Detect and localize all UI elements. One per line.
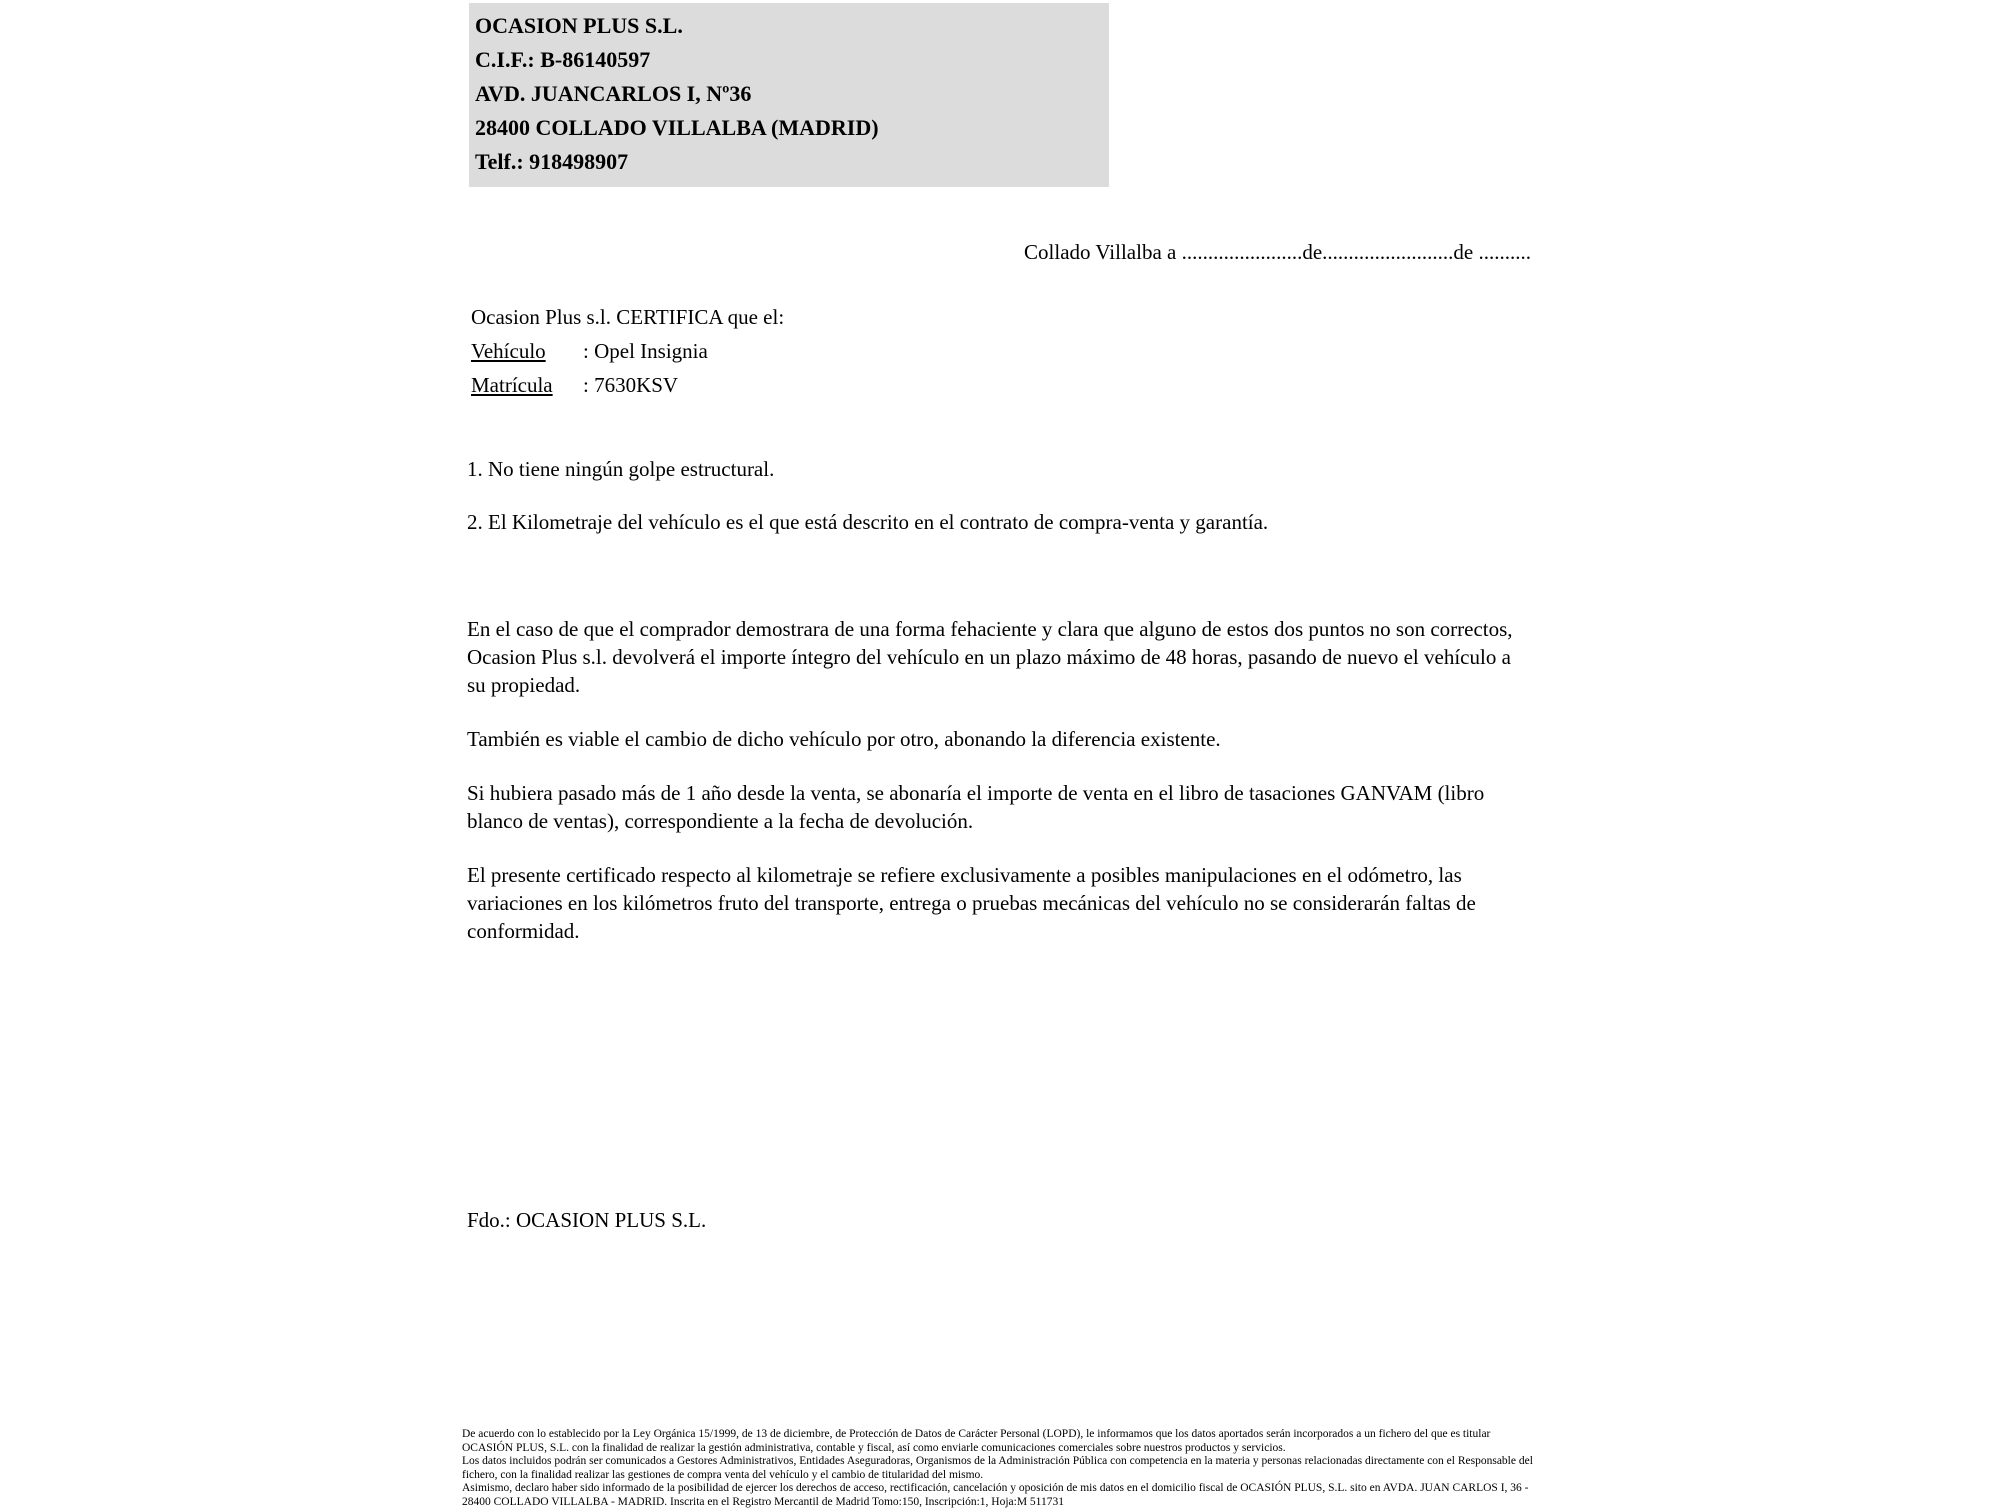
- signature-line: Fdo.: OCASION PLUS S.L.: [467, 1208, 707, 1232]
- vehicle-row: [471, 334, 1531, 368]
- company-phone: Telf.: 918498907: [475, 149, 629, 174]
- legal-footer: [462, 1428, 1544, 1509]
- certified-point-1: 1. No tiene ningún golpe estructural.: [467, 457, 775, 481]
- legal-paragraph-lopd: De acuerdo con lo establecido por la Ley Orgánica 15/1999, de 13 de diciembre, de Protección de Datos de Carácter Personal (LOPD), le informamos que los datos aportados serán incorporados a un fichero del que es titular OCASIÓN PLUS, S.L. con la finalidad de realizar la gestión administrativa, contable y fiscal, así como enviarle comunicaciones comerciales sobre nuestros productos y servicios.: [462, 1428, 1491, 1454]
- company-city: 28400 COLLADO VILLALBA (MADRID): [475, 115, 879, 140]
- paragraph-exchange: También es viable el cambio de dicho vehículo por otro, abonando la diferencia existente.: [467, 727, 1221, 751]
- company-name: OCASION PLUS S.L.: [475, 13, 683, 38]
- company-address: AVD. JUANCARLOS I, Nº36: [475, 81, 752, 106]
- certification-intro: Ocasion Plus s.l. CERTIFICA que el:: [471, 305, 785, 329]
- plate-label: Matrícula: [471, 373, 553, 397]
- legal-paragraph-rights: Asimismo, declaro haber sido informado de la posibilidad de ejercer los derechos de acceso, rectificación, cancelación y oposición de mis datos en el domicilio fiscal de OCASIÓN PLUS, S.L. sito en AVDA. JUAN CARLOS I, 36 - 28400 COLLADO VILLALBA - MADRID. Inscrita en el Registro Mercantil de Madrid Tomo:150, Inscripción:1, Hoja:M 511731: [462, 1482, 1529, 1508]
- body-paragraphs: [467, 615, 1529, 971]
- paragraph-ganvam: Si hubiera pasado más de 1 año desde la venta, se abonaría el importe de venta en el libro de tasaciones GANVAM (libro blanco de ventas), correspondiente a la fecha de devolución.: [467, 781, 1485, 833]
- paragraph-odometer: El presente certificado respecto al kilometraje se refiere exclusivamente a posibles manipulaciones en el odómetro, las variaciones en los kilómetros fruto del transporte, entrega o pruebas mecánicas del vehículo no se considerarán faltas de conformidad.: [467, 863, 1476, 943]
- certified-point-2: 2. El Kilometraje del vehículo es el que está descrito en el contrato de compra-venta y garantía.: [467, 510, 1269, 534]
- vehicle-value: : Opel Insignia: [583, 339, 708, 363]
- company-cif: C.I.F.: B-86140597: [475, 47, 651, 72]
- paragraph-refund: En el caso de que el comprador demostrara de una forma fehaciente y clara que alguno de estos dos puntos no son correctos, Ocasion Plus s.l. devolverá el importe íntegro del vehículo en un plazo máximo de 48 horas, pasando de nuevo el vehículo a su propiedad.: [467, 617, 1513, 697]
- plate-value: : 7630KSV: [583, 373, 679, 397]
- certification-block: [471, 300, 1531, 402]
- date-line: Collado Villalba a .......................de.........................de ..........: [1024, 240, 1531, 264]
- vehicle-label: Vehículo: [471, 339, 546, 363]
- company-header-block: [469, 3, 1109, 187]
- plate-row: [471, 368, 1531, 402]
- legal-paragraph-data-sharing: Los datos incluidos podrán ser comunicados a Gestores Administrativos, Entidades Aseguradoras, Organismos de la Administración Pública con competencia en la materia y personas relacionadas directamente con el Responsable del fichero, con la finalidad realizar las gestiones de compra venta del vehículo y el cambio de titularidad del mismo.: [462, 1455, 1533, 1481]
